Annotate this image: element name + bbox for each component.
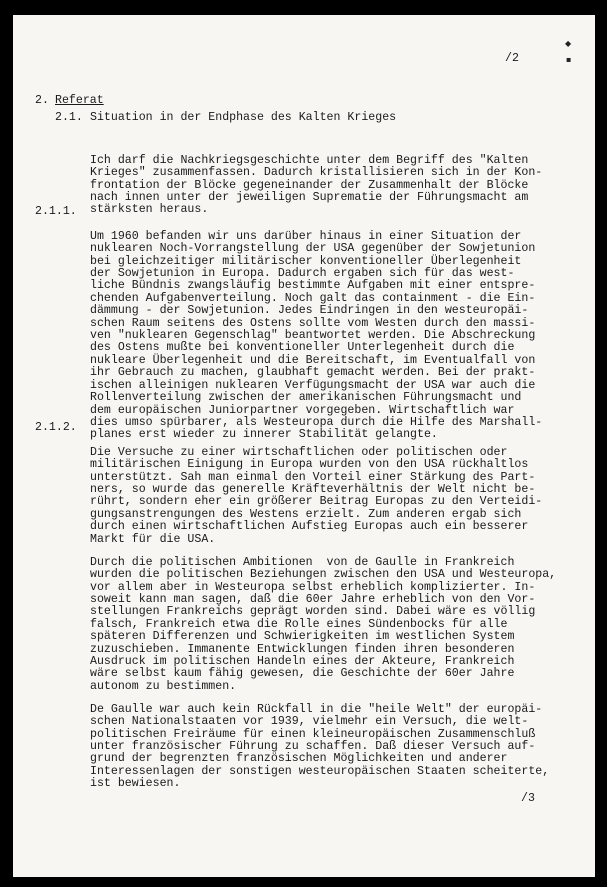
text-line: ischen alleinigen nuklearen Verfügungsmacht der USA war auch die	[90, 378, 536, 392]
text-line: unter französischer Führung zu schaffen. Daß dieser Versuch auf-	[90, 740, 536, 754]
subsection-number: 2.1.	[55, 111, 83, 124]
text-line: gungsanstrengungen des Westens erzielt. Zum anderen ergab sich	[90, 507, 522, 521]
text-line: schen Raum seitens des Ostens sollte vom Westen durch den massi-	[90, 316, 536, 330]
subsection-title: Situation in der Endphase des Kalten Krieges	[90, 111, 397, 124]
text-line: dies umso spürbarer, als Westeuropa durch die Hilfe des Marshall-	[90, 415, 543, 429]
text-line: wurden die politischen Beziehungen zwischen den USA und Westeuropa,	[90, 568, 557, 582]
page-marker-top: /2	[505, 52, 519, 65]
text-line: unterstützt. Sah man einmal den Vorteil einer Stärkung des Part-	[90, 470, 536, 484]
text-line: frontation der Blöcke gegeneinander der Zusammenhalt der Blöcke	[90, 178, 529, 192]
text-line: rührt, sondern eher ein größerer Beitrag Europas zu den Verteidi-	[90, 495, 543, 509]
text-line: ihr Gebrauch zu machen, glaubhaft gemacht werden. Bei der prakt-	[90, 366, 536, 380]
text-line: späteren Differenzen und Schwierigkeiten im westlichen System	[90, 630, 515, 644]
text-line: dem europäischen Juniorpartner vorgegeben. Wirtschaftlich war	[90, 403, 515, 417]
text-line: falsch, Frankreich etwa die Rolle eines Sündenbocks für alle	[90, 617, 508, 631]
text-line: vor allem aber in Westeuropa selbst erheblich komplizierter. In-	[90, 580, 536, 594]
text-line: Durch die politischen Ambitionen von de Gaulle in Frankreich	[90, 555, 515, 569]
text-line: Um 1960 befanden wir uns darüber hinaus in einer Situation der	[90, 229, 522, 243]
scan-mark: ◆	[565, 39, 572, 48]
text-line: schen Nationalstaaten vor 1939, vielmehr ein Versuch, die welt-	[90, 715, 529, 729]
text-line: ven "nuklearen Gegenschlag" beantwortet werden. Die Abschreckung	[90, 329, 536, 343]
text-line: Interessenlagen der sonstigen westeuropäischen Staaten scheiterte,	[90, 764, 550, 778]
text-line: des Ostens mußte bei konventioneller Unterlegenheit durch die	[90, 341, 515, 355]
text-line: Markt für die USA.	[90, 532, 216, 546]
subsection-number: 2.1.1.	[35, 205, 77, 218]
text-line: chenden Aufgabenverteilung. Noch galt das containment - die Ein-	[90, 291, 536, 305]
section-number: 2.	[35, 94, 49, 107]
text-line: planes erst wieder zu innerer Stabilität gelangte.	[90, 428, 438, 442]
document-page	[13, 15, 595, 877]
text-line: grund der begrenzten französischen Möglichkeiten und anderer	[90, 752, 508, 766]
text-line: dämmung - der Sowjetunion. Jedes Eindringen in den westeuropäi-	[90, 304, 529, 318]
text-line: ist bewiesen.	[90, 777, 181, 791]
text-line: stärksten heraus.	[90, 203, 209, 217]
text-line: militärischen Einigung in Europa wurden von den USA rückhaltlos	[90, 458, 529, 472]
text-line: Rollenverteilung zwischen der amerikanischen Führungsmacht und	[90, 391, 522, 405]
text-line: ners, so wurde das generelle Kräfteverhältnis der Welt nicht be-	[90, 483, 536, 497]
text-line: Ausdruck im politischen Handeln eines der Akteure, Frankreich	[90, 655, 515, 669]
text-line: wäre selbst kaum fähig gewesen, die Geschichte der 60er Jahre	[90, 667, 515, 681]
text-line: durch einen wirtschaftlichen Aufstieg Europas auch ein besserer	[90, 520, 529, 534]
text-line: zuzuschieben. Immanente Entwicklungen finden ihren besonderen	[90, 642, 515, 656]
section-title: Referat	[55, 94, 104, 107]
subsection-number: 2.1.2.	[35, 421, 77, 434]
text-line: soweit kann man sagen, daß die 60er Jahre erheblich von den Vor-	[90, 593, 536, 607]
text-line: nach innen unter der jeweiligen Suprematie der Führungsmacht am	[90, 191, 529, 205]
text-line: Krieges" zusammenfassen. Dadurch kristallisieren sich in der Kon-	[90, 166, 543, 180]
text-line: liche Bündnis zwangsläufig bestimmte Aufgaben mit einer entspre-	[90, 279, 536, 293]
text-line: politischen Freiräume für einen kleineuropäischen Zusammenschluß	[90, 727, 536, 741]
scan-mark: ▪	[566, 55, 572, 64]
text-line: De Gaulle war auch kein Rückfall in die "heile Welt" der europäi-	[90, 702, 543, 716]
text-line: autonom zu bestimmen.	[90, 679, 237, 693]
text-line: der Sowjetunion in Europa. Dadurch ergaben sich für das west-	[90, 267, 515, 281]
page-marker-bottom: /3	[521, 792, 535, 805]
text-line: stellungen Frankreichs geprägt worden sind. Dabei wäre es völlig	[90, 605, 536, 619]
text-line: nuklearen Noch-Vorrangstellung der USA gegenüber der Sowjetunion	[90, 242, 536, 256]
paragraph-2-1-2-c	[90, 679, 590, 815]
text-line: Ich darf die Nachkriegsgeschichte unter dem Begriff des "Kalten	[90, 153, 529, 167]
text-line: nukleare Überlegenheit und die Bereitschaft, im Eventualfall von	[90, 353, 536, 367]
text-line: Die Versuche zu einer wirtschaftlichen oder politischen oder	[90, 445, 508, 459]
text-line: bei gleichzeitiger militärischer konventioneller Überlegenheit	[90, 254, 522, 268]
